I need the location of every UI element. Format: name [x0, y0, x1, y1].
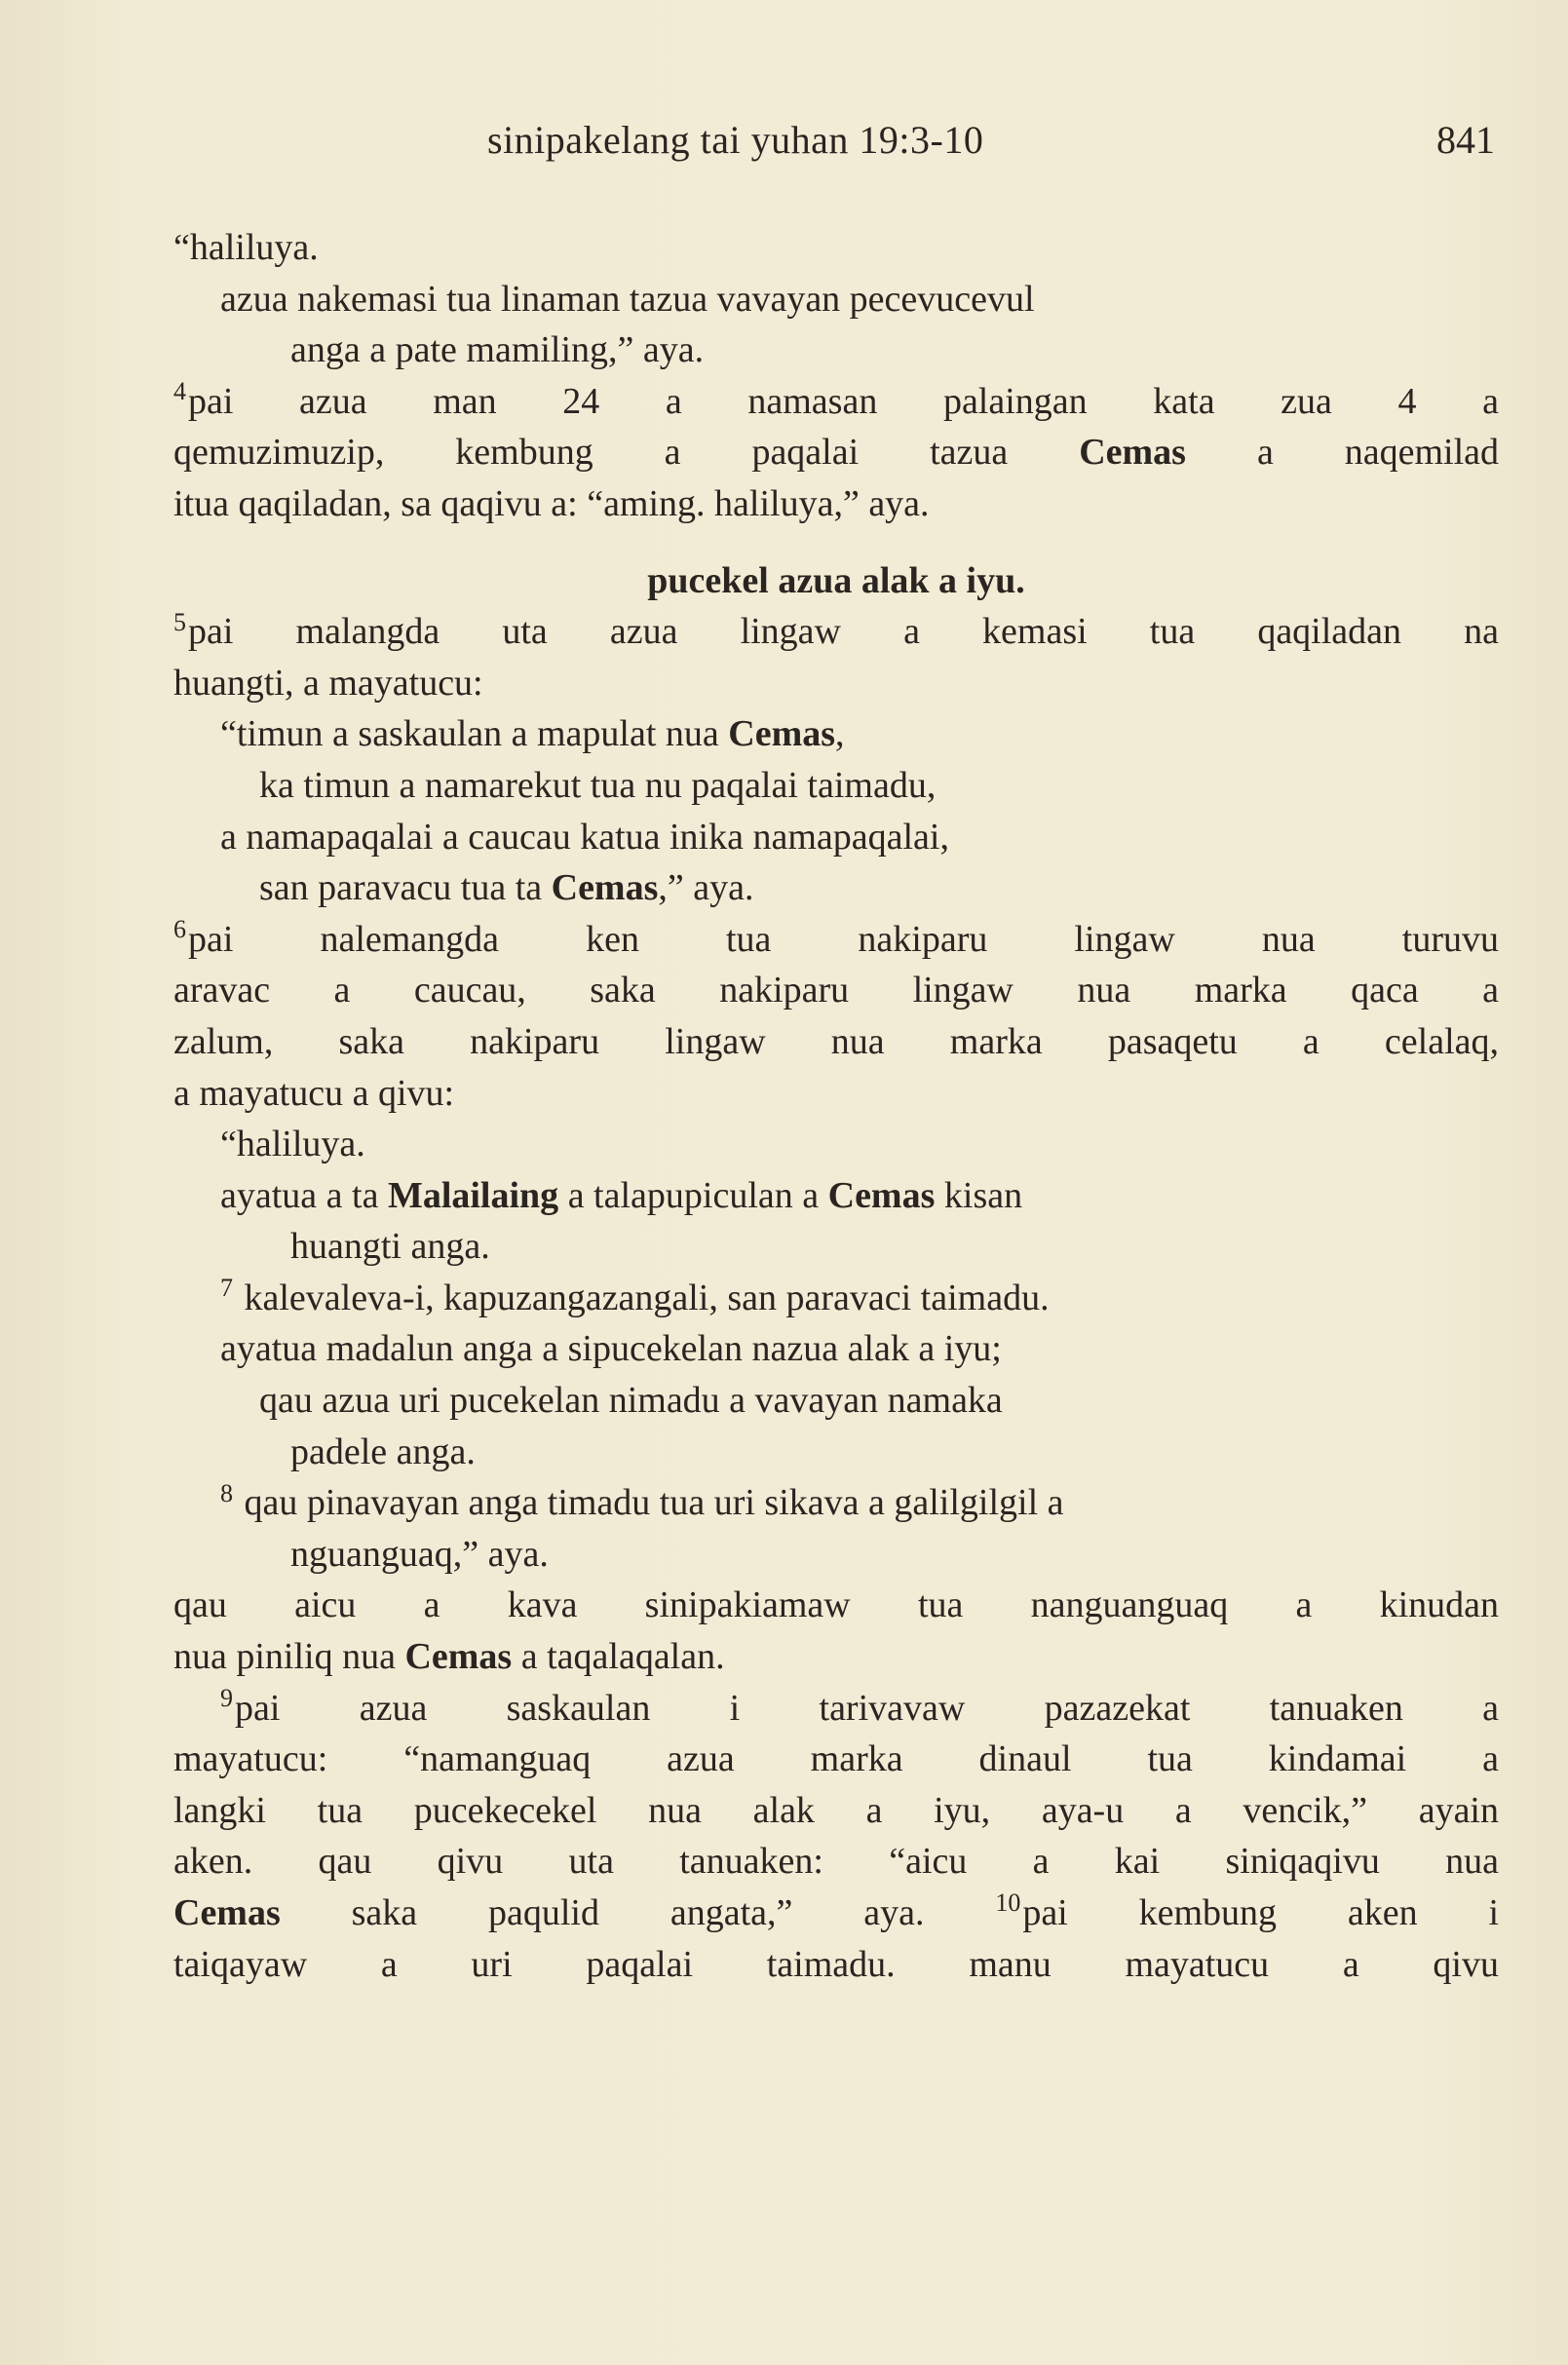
- text-line: [173, 222, 1499, 274]
- line-text: pai azua saskaulan i tarivavaw pazazekat tanuaken a: [235, 1687, 1499, 1729]
- line-text: a talapupiculan a: [567, 1174, 820, 1216]
- page-header: [0, 117, 1568, 175]
- bold-name: Cemas: [728, 713, 836, 755]
- line-text: ,” aya.: [658, 867, 754, 909]
- text-line: [173, 708, 1499, 760]
- line-text: nua piniliq nua: [173, 1636, 396, 1678]
- line-text: taiqayaw a uri paqalai taimadu. manu mayatucu a qivu: [173, 1943, 1499, 1985]
- verse-number: 5: [173, 607, 186, 636]
- text-line: [173, 1170, 1499, 1222]
- line-text: pai malangda uta azua lingaw a kemasi tua qaqiladan na: [188, 611, 1499, 653]
- line-text: qau pinavayan anga timadu tua uri sikava a galilgilgil a: [244, 1482, 1064, 1524]
- page-number: 841: [1436, 118, 1495, 162]
- text-line: [173, 1836, 1499, 1888]
- text-line: [173, 1631, 1499, 1683]
- text-line: [173, 478, 1499, 530]
- line-text: “timun a saskaulan a mapulat nua: [220, 713, 719, 755]
- line-text: a mayatucu a qivu:: [173, 1072, 455, 1114]
- verse-number: 7: [220, 1274, 233, 1303]
- text-line: [173, 274, 1499, 325]
- text-line: [173, 1734, 1499, 1785]
- text-line: [173, 1068, 1499, 1120]
- verse-number: 10: [995, 1888, 1021, 1918]
- text-line: [173, 965, 1499, 1016]
- text-line: [173, 812, 1499, 863]
- text-line: [173, 1785, 1499, 1837]
- text-line: [173, 1016, 1499, 1068]
- line-text: langki tua pucekecekel nua alak a iyu, aya-u a vencik,” ayain: [173, 1789, 1499, 1831]
- line-text: kalevaleva-i, kapuzangazangali, san paravaci taimadu.: [244, 1277, 1050, 1318]
- text-line: [173, 1888, 1499, 1939]
- line-text: padele anga.: [290, 1430, 476, 1472]
- line-text: ,: [835, 713, 845, 755]
- line-text: pai azua man 24 a namasan palaingan kata zua 4 a: [188, 380, 1499, 422]
- bold-name: Malailaing: [387, 1174, 559, 1216]
- text-line: [173, 1529, 1499, 1581]
- text-line: [173, 324, 1499, 376]
- line-text: aken. qau qivu uta tanuaken: “aicu a kai siniqaqivu nua: [173, 1841, 1499, 1883]
- text-line: [173, 914, 1499, 966]
- text-line: [173, 862, 1499, 914]
- line-text: nguanguaq,” aya.: [290, 1533, 549, 1575]
- bold-name: Cemas: [827, 1174, 936, 1216]
- line-text: ayatua madalun anga a sipucekelan nazua alak a iyu;: [220, 1328, 1002, 1370]
- line-text: “haliluya.: [220, 1124, 365, 1165]
- verse-number: 9: [220, 1683, 233, 1712]
- text-line: [173, 1375, 1499, 1427]
- line-text: pai nalemangda ken tua nakiparu lingaw nua turuvu: [188, 918, 1499, 960]
- verse-number: 8: [220, 1478, 233, 1507]
- line-text: kisan: [943, 1174, 1023, 1216]
- line-text: saka paqulid angata,” aya.: [351, 1892, 925, 1933]
- line-text: “haliluya.: [173, 227, 319, 268]
- text-line: [173, 1683, 1499, 1735]
- line-text: itua qaqiladan, sa qaqivu a: “aming. haliluya,” aya.: [173, 482, 930, 524]
- text-line: [173, 376, 1499, 428]
- line-text: qau aicu a kava sinipakiamaw tua nanguanguaq a kinudan: [173, 1584, 1499, 1626]
- line-text: qau azua uri pucekelan nimadu a vavayan namaka: [259, 1380, 1003, 1422]
- line-text: a naqemilad: [1256, 432, 1500, 474]
- text-line: [173, 1939, 1499, 1991]
- bold-name: Cemas: [1079, 432, 1186, 474]
- section-heading: pucekel azua alak a iyu.: [647, 559, 1025, 601]
- scripture-text: [173, 222, 1499, 1990]
- text-line: [173, 1221, 1499, 1273]
- text-line: [173, 658, 1499, 709]
- line-text: anga a pate mamiling,” aya.: [290, 329, 705, 371]
- text-line: [173, 760, 1499, 812]
- running-title: sinipakelang tai yuhan 19:3-10: [487, 118, 984, 162]
- line-text: huangti, a mayatucu:: [173, 662, 483, 704]
- section-spacer: [173, 530, 1499, 555]
- text-line: [173, 427, 1499, 478]
- verse-number: 6: [173, 915, 186, 944]
- bold-name: Cemas: [551, 867, 659, 909]
- line-text: zalum, saka nakiparu lingaw nua marka pasaqetu a celalaq,: [173, 1020, 1499, 1062]
- line-text: a namapaqalai a caucau katua inika namapaqalai,: [220, 816, 949, 858]
- text-line: [173, 1273, 1499, 1324]
- text-line: [173, 1580, 1499, 1631]
- text-line: [173, 606, 1499, 658]
- bold-name: Cemas: [173, 1892, 281, 1933]
- text-line: [173, 1477, 1499, 1529]
- verse-number: 4: [173, 377, 186, 406]
- bold-name: Cemas: [404, 1636, 513, 1678]
- line-text: qemuzimuzip, kembung a paqalai tazua: [173, 432, 1009, 474]
- line-text: azua nakemasi tua linaman tazua vavayan pecevucevul: [220, 278, 1035, 320]
- line-text: mayatucu: “namanguaq azua marka dinaul tua kindamai a: [173, 1738, 1499, 1780]
- text-line: [173, 1427, 1499, 1478]
- line-text: a taqalaqalan.: [520, 1636, 725, 1678]
- line-text: ayatua a ta: [220, 1174, 379, 1216]
- line-text: san paravacu tua ta: [259, 867, 543, 909]
- line-text: huangti anga.: [290, 1226, 490, 1268]
- line-text: ka timun a namarekut tua nu paqalai taimadu,: [259, 764, 937, 806]
- line-text: pai kembung aken i: [1022, 1892, 1500, 1933]
- text-line: [173, 1323, 1499, 1375]
- text-line: [173, 1119, 1499, 1170]
- line-text: aravac a caucau, saka nakiparu lingaw nua marka qaca a: [173, 970, 1499, 1011]
